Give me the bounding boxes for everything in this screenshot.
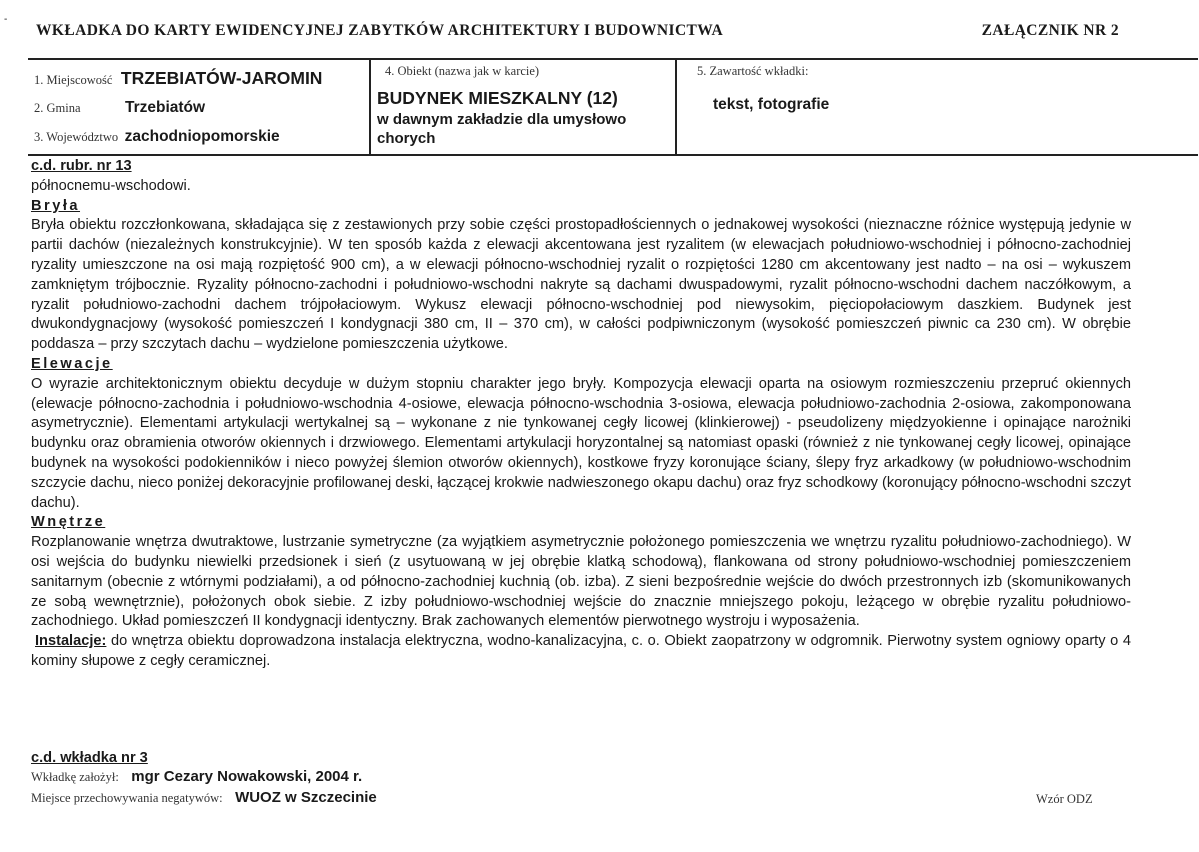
document-body xyxy=(31,157,1131,672)
negatives-row xyxy=(31,789,377,807)
elewacje-heading: Elewacje xyxy=(31,355,113,372)
form-template-label: Wzór ODZ xyxy=(1036,792,1093,806)
locality-row xyxy=(34,68,322,89)
object-name: BUDYNEK MIESZKALNY (12) xyxy=(377,88,618,108)
contents-value: tekst, fotografie xyxy=(713,96,830,113)
instalacje-paragraph xyxy=(31,632,1131,672)
instalacje-heading: Instalacje: xyxy=(35,633,107,650)
object-description-line-2: chorych xyxy=(377,130,436,147)
author-label: Wkładkę założył: xyxy=(31,770,119,784)
negatives-label: Miejsce przechowywania negatywów: xyxy=(31,791,223,805)
instalacje-text: do wnętrza obiektu doprowadzona instalacja elektryczna, wodno-kanalizacyjna, c. o. Obiekt zaopatrzony w odgromnik. Pierwotny system ogniowy oparty o 4 kominy słupowe z cegły ceramicznej. xyxy=(31,633,1131,669)
object-description-line-1: w dawnym zakładzie dla umysłowo xyxy=(377,111,627,128)
annex-number: ZAŁĄCZNIK NR 2 xyxy=(981,22,1119,39)
document-header xyxy=(36,22,1119,40)
identification-table xyxy=(28,58,1198,156)
commune-value: Trzebiatów xyxy=(124,99,206,116)
bryla-heading: Bryła xyxy=(31,197,81,214)
locality-value: TRZEBIATÓW-JAROMIN xyxy=(120,68,323,88)
wnetrze-paragraph: Rozplanowanie wnętrza dwutraktowe, lustrzanie symetryczne (za wyjątkiem asymetrycznie położonego pomieszczenia we wnętrzu ryzalitu południowo-zachodniego). W osi wejścia do budynku niewielki przedsionek i sień (z usytuowaną w jej obrębie klatką schodową), flankowana od strony południowo-wschodniej pomieszczeniem sanitarnym (obecnie z wtórnymi podziałami), a od północno-zachodniej kuchnią (ob. izba). Z sieni bezpośrednie wejście do dwóch przestronnych izb (skomunikowanych ze sobą wewnętrznie), położonych obok siebie. Z izby południowo-wschodniej wejście do znacznie mniejszego pokoju, leżącego w obrębie ryzalitu południowo-zachodniego. Układ pomieszczeń II kondygnacji identyczny. Brak zachowanych elementów pierwotnego wystroju i wyposażenia. xyxy=(31,534,1131,630)
voivodeship-label: 3. Województwo xyxy=(34,130,119,144)
commune-label: 2. Gmina xyxy=(34,101,81,115)
elewacje-paragraph: O wyrazie architektonicznym obiektu decyduje w dużym stopniu charakter jego bryły. Kompozycja elewacji oparta na osiowym rozmieszczeniu przepruć okiennych (elewacje północno-zachodnia i południowo-wschodnia 4-osiowe, elewacja północno-wschodnia 3-osiowa, elewacja południowo-zachodnia 2-osiowa, zakomponowana asymetrycznie). Elementami artykulacji wertykalnej są – wykonane z nie tynkowanej cegły licowej (klinkierowej) - pseudolizeny międzyokienne i opinające narożniki budynku oraz obramienia otworów okiennych i drzwiowego. Elementami artykulacji horyzontalnej są natomiast opaski (również z nie tynkowanej cegły licowej, opinające budynek na wysokości podokienników i nieco powyżej ślemion otworów okiennych), kostkowe fryzy koronujące ściany, ślepy fryz arkadkowy (w południowo-wschodnim szczycie dachu, nieco poniżej dekoracyjnie profilowanej deski, łączącej krokwie nadwieszonego okapu dachu) oraz fryz schodkowy (koronujący północno-wschodni szczyt dachu). xyxy=(31,375,1131,511)
negatives-value: WUOZ w Szczecinie xyxy=(235,789,377,806)
footer-continuation-row xyxy=(31,749,148,767)
contents-label: 5. Zawartość wkładki: xyxy=(697,64,809,78)
footer-continuation: c.d. wkładka nr 3 xyxy=(31,750,148,766)
author-row xyxy=(31,768,362,786)
object-label: 4. Obiekt (nazwa jak w karcie) xyxy=(385,64,540,78)
scan-mark: - xyxy=(4,14,8,25)
bryla-paragraph: Bryła obiektu rozczłonkowana, składająca się z zestawionych przy sobie części prostopadłościennych o jednakowej wysokości (nieznaczne różnice występują jedynie w partii dachów (niezależnych konstrukcyjnie). W ten sposób każda z elewacji akcentowana jest ryzalitem (w elewacjach południowo-wschodniej i północno-zachodniej ryzality umieszczone na osi mają rozpiętość 900 cm), a w elewacji północno-wschodniej ryzalit o rozpiętości 1280 cm akcentowany jest nadto – na osi – wykuszem zamkniętym trójbocznie. Ryzality północno-zachodni i południowo-wschodni nakryte są dachami dwuspadowymi, ryzalit północno-wschodni dachem naczółkowym, a ryzalit południowo-zachodni dachem trójpołaciowym. Wykusz elewacji północno-wschodniej pod niewysokim, pięciopołaciowym daszkiem. Budynek jest dwukondygnacjowy (wysokość pomieszczeń I kondygnacji 380 cm, II – 370 cm), w całości podpiwniczonym (wysokość pomieszczeń piwnic ca 230 cm). W obrębie poddasza – przy szczytach dachu – wydzielone pomieszczenia użytkowe. xyxy=(31,217,1131,353)
object-cell xyxy=(371,60,677,154)
document-title: WKŁADKA DO KARTY EWIDENCYJNEJ ZABYTKÓW ARCHITEKTURY I BUDOWNICTWA xyxy=(36,22,724,39)
voivodeship-value: zachodniopomorskie xyxy=(124,128,280,145)
wnetrze-heading: Wnętrze xyxy=(31,514,106,531)
author-value: mgr Cezary Nowakowski, 2004 r. xyxy=(131,768,363,785)
contents-cell xyxy=(677,60,1198,154)
commune-row xyxy=(34,99,205,117)
locality-label: 1. Miejscowość xyxy=(34,73,113,87)
location-cell xyxy=(28,60,371,154)
voivodeship-row xyxy=(34,128,280,146)
continuation-heading: c.d. rubr. nr 13 xyxy=(31,158,132,174)
continuation-text: północnemu-wschodowi. xyxy=(31,177,191,194)
